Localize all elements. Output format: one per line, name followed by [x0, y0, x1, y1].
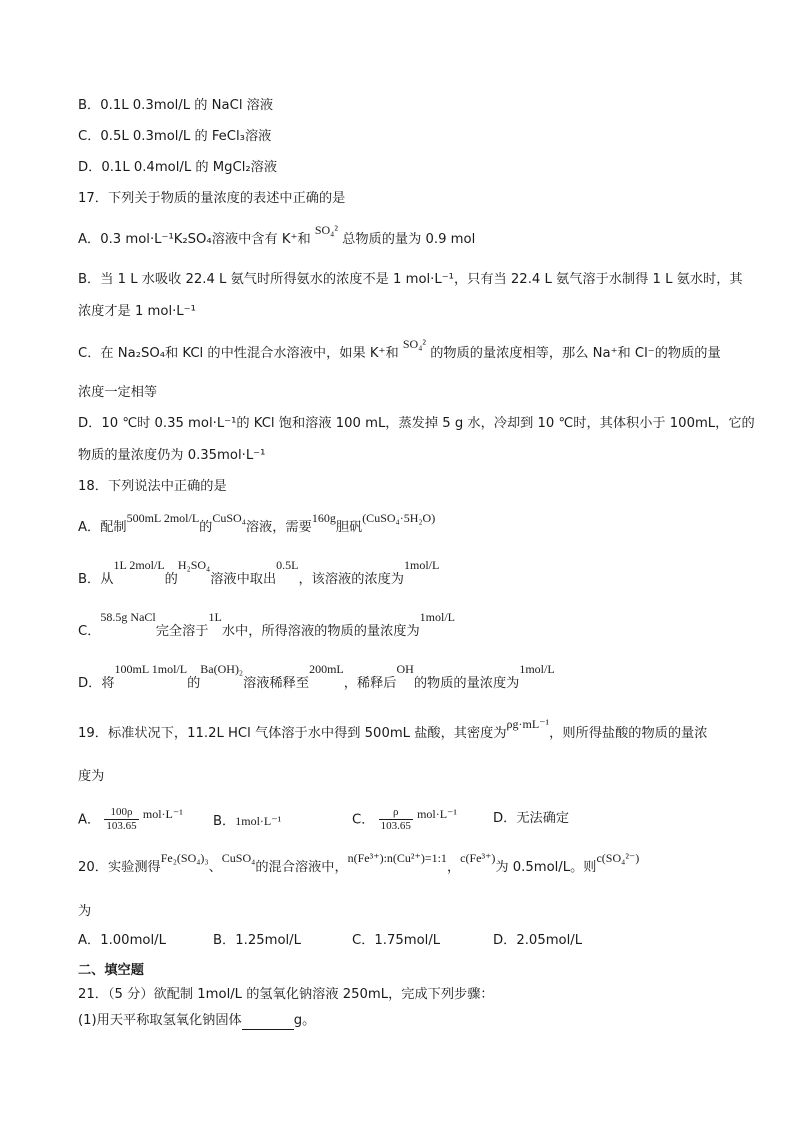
- q18-c-part: 水中，所得溶液的物质的量浓度为: [221, 624, 420, 639]
- q18-d-formula: 100mL 1mol/L: [114, 662, 188, 676]
- q19-text: 19．标准状况下，11.2L HCl 气体溶于水中得到 500mL 盐酸，其密度为: [78, 726, 507, 741]
- q17-c-text-post: 的物质的量浓度相等，那么 Na⁺和 Cl⁻的物质的量: [430, 346, 721, 361]
- q17-option-c-line1: [78, 337, 721, 363]
- q18-b-formula: 0.5L: [276, 558, 299, 572]
- q21-part1: [78, 1012, 315, 1030]
- q21-stem: 21．（5 分）欲配制 1mol/L 的氢氧化钠溶液 250mL，完成下列步骤：: [78, 987, 494, 1002]
- q18-b-formula: 1mol/L: [404, 558, 440, 572]
- q19-c-num: ρ: [379, 806, 413, 820]
- q16-option-c: C．0.5L 0.3mol/L 的 FeCl₃溶液: [78, 129, 272, 144]
- q18-option-c: [78, 610, 455, 641]
- q18-a-part: A．配制: [78, 520, 127, 535]
- q18-c-formula: 1mol/L: [419, 610, 455, 624]
- q17-option-d-line2: 物质的量浓度仍为 0.35mol·L⁻¹: [78, 448, 266, 463]
- q21-part1-unit: g。: [293, 1013, 316, 1028]
- q20-option-b: B．1.25mol/L: [213, 933, 301, 948]
- q19-c-label: C．: [352, 812, 375, 828]
- q18-b-formula: 1L 2mol/L: [113, 558, 165, 572]
- q17-option-b-line1: B．当 1 L 水吸收 22.4 L 氨气时所得氨水的浓度不是 1 mol·L⁻¹，只有当 22.4 L 氨气溶于水制得 1 L 氨水时，其: [78, 272, 743, 287]
- q18-a-part: 的: [199, 520, 213, 535]
- q20-option-d: D．2.05mol/L: [493, 933, 583, 948]
- q17-option-a: [78, 223, 476, 249]
- q18-d-formula: Ba(OH)₂: [200, 662, 244, 676]
- q18-a-part: 胆矾: [335, 520, 363, 535]
- q20-stem-line1: [78, 851, 640, 877]
- q20-text-mid: 的混合溶液中，: [255, 860, 348, 875]
- q19-a-unit: mol·L⁻¹: [142, 806, 183, 821]
- q18-option-d: [78, 662, 555, 693]
- q17-stem: 17．下列关于物质的量浓度的表述中正确的是: [78, 191, 346, 206]
- q19-text-post: ，则所得盐酸的物质的量浓: [549, 726, 708, 741]
- q20-option-a: A．1.00mol/L: [78, 933, 166, 948]
- q19-a-den: 103.65: [106, 820, 137, 832]
- q17-c-text: C．在 Na₂SO₄和 KCl 的中性混合水溶液中，如果 K⁺和: [78, 346, 399, 361]
- q19-option-b: [213, 812, 281, 831]
- q17-option-b-line2: 浓度才是 1 mol·L⁻¹: [78, 304, 196, 319]
- q20-formula-fe2so43: Fe₂(SO₄)₃: [160, 851, 209, 865]
- q19-b-label: B．: [213, 814, 236, 829]
- q18-a-part: 溶液，需要: [245, 520, 312, 535]
- q18-a-formula: CuSO₄: [212, 511, 246, 525]
- q18-a-formula: 500mL 2mol/L: [126, 511, 200, 525]
- q18-a-formula: 160g: [311, 511, 336, 525]
- q20-comma: ，: [446, 860, 461, 875]
- q19-stem-line1: [78, 717, 708, 743]
- q18-b-part: 溶液中取出: [210, 572, 277, 587]
- q19-option-d: D．无法确定: [493, 811, 570, 826]
- q18-c-formula: 58.5g NaCl: [100, 610, 156, 624]
- q19-c-den: 103.65: [380, 820, 411, 832]
- q18-stem: 18．下列说法中正确的是: [78, 479, 227, 494]
- q16-option-d: D．0.1L 0.4mol/L 的 MgCl₂溶液: [78, 160, 278, 175]
- q19-density-formula: ρg·mL⁻¹: [506, 717, 550, 731]
- q18-d-part: D．将: [78, 676, 115, 691]
- q18-a-formula: (CuSO₄·5H₂O): [362, 511, 436, 525]
- q18-d-part: 溶液稀释至: [243, 676, 310, 691]
- q19-c-unit: mol·L⁻¹: [417, 806, 457, 821]
- q19-option-a: [78, 806, 183, 833]
- q18-c-formula: 1L: [208, 610, 222, 624]
- q19-b-value: 1mol·L⁻¹: [235, 814, 282, 828]
- q17-option-c-line2: 浓度一定相等: [78, 385, 158, 400]
- q20-formula-cfe: c(Fe³⁺): [460, 851, 496, 865]
- q17-c-formula: SO₄²: [402, 337, 426, 351]
- q18-b-part: 的: [164, 572, 178, 587]
- q17-a-text-post: 总物质的量为 0.9 mol: [342, 232, 476, 247]
- q18-b-formula: H₂SO₄: [177, 558, 211, 572]
- q20-separator: 、: [208, 860, 222, 875]
- q18-b-part: ，该溶液的浓度为: [298, 572, 404, 587]
- q20-formula-cso4: c(SO₄²⁻): [596, 851, 640, 865]
- q18-d-part: ，稀释后: [343, 676, 397, 691]
- q18-d-part: 的: [187, 676, 201, 691]
- q19-a-label: A．: [78, 812, 101, 828]
- q20-text: 20．实验测得: [78, 860, 161, 875]
- answer-blank[interactable]: [242, 1015, 294, 1030]
- q18-d-formula: 200mL: [309, 662, 344, 676]
- q18-d-part: 的物质的量浓度为: [413, 676, 520, 691]
- q20-formula-ratio: n(Fe³⁺):n(Cu²⁺)=1:1: [347, 851, 447, 865]
- q20-formula-cuso4: CuSO₄: [221, 851, 256, 865]
- q18-b-part: B．从: [78, 572, 114, 587]
- q19-a-fraction: [104, 806, 138, 833]
- q19-option-c: [352, 806, 457, 833]
- q19-stem-line2: 度为: [78, 769, 105, 784]
- q20-text-mid2: 为 0.5mol/L。则: [495, 860, 597, 875]
- q18-option-b: [78, 558, 440, 589]
- q20-stem-line2: 为: [78, 904, 92, 919]
- q19-a-num: 100ρ: [104, 806, 138, 820]
- q19-c-fraction: [379, 806, 413, 833]
- q17-a-text: A．0.3 mol·L⁻¹K₂SO₄溶液中含有 K⁺和: [78, 232, 311, 247]
- q21-part1-text: (1)用天平称取氢氧化钠固体: [78, 1013, 242, 1028]
- q18-c-part: 完全溶于: [155, 624, 209, 639]
- q18-d-formula: 1mol/L: [519, 662, 555, 676]
- q18-c-part: C．: [78, 624, 101, 639]
- section-title: 二、填空题: [78, 963, 144, 978]
- q17-a-formula: SO₄²: [314, 223, 338, 237]
- q20-option-c: C．1.75mol/L: [352, 933, 441, 948]
- q17-option-d-line1: D．10 ℃时 0.35 mol·L⁻¹的 KCl 饱和溶液 100 mL，蒸发掉 5 g 水，冷却到 10 ℃时，其体积小于 100mL，它的: [78, 416, 755, 431]
- q18-d-formula: OH: [396, 662, 414, 676]
- q16-option-b: B．0.1L 0.3mol/L 的 NaCl 溶液: [78, 98, 274, 113]
- q18-option-a: [78, 511, 436, 537]
